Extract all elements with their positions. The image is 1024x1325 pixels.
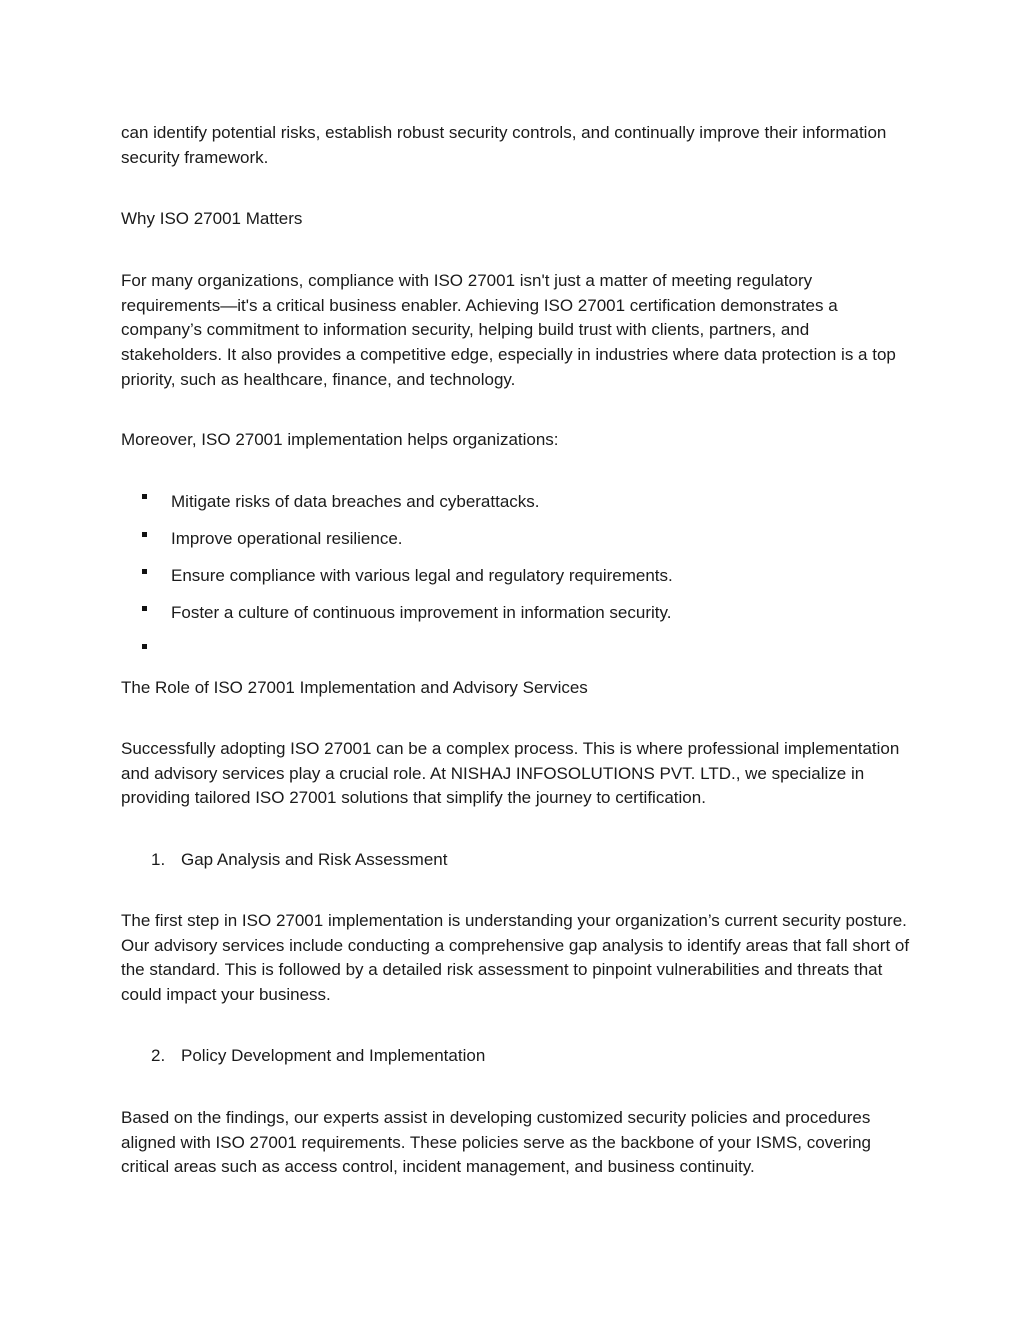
role-paragraph: Successfully adopting ISO 27001 can be a complex process. This is where professional implementation and advisory services play a crucial role. At NISHAJ INFOSOLUTIONS PVT. LTD., we specialize in providing tailored ISO 27001 solutions that simplify the journey to certification.	[121, 739, 900, 808]
why-iso-paragraph: For many organizations, compliance with ISO 27001 isn't just a matter of meeting regulatory requirements—it's a critical business enabler. Achieving ISO 27001 certification demonstrates a company’s commitment to information security, helping build trust with clients, partners, and stakeholders. It also provides a competitive edge, especially in industries where data protection is a top priority, such as healthcare, finance, and technology.	[121, 271, 896, 389]
list-item: Improve operational resilience.	[171, 529, 403, 548]
bullet-marker	[142, 569, 147, 574]
step2-number: 2.	[151, 1046, 166, 1065]
bullet-marker	[142, 644, 147, 649]
bullet-marker	[142, 494, 147, 499]
step2-paragraph: Based on the findings, our experts assist in developing customized security policies and procedures aligned with ISO 27001 requirements. These policies serve as the backbone of your ISMS, covering critical areas such as access control, incident management, and business continuity.	[121, 1108, 871, 1177]
list-item: Mitigate risks of data breaches and cyberattacks.	[171, 492, 540, 511]
step1-paragraph: The first step in ISO 27001 implementation is understanding your organization’s current security posture. Our advisory services include conducting a comprehensive gap analysis to identify areas that fall short of the standard. This is followed by a detailed risk assessment to pinpoint vulnerabilities and threats that could impact your business.	[121, 911, 910, 1005]
role-heading: The Role of ISO 27001 Implementation and Advisory Services	[121, 678, 588, 697]
list-item: Ensure compliance with various legal and regulatory requirements.	[171, 566, 673, 585]
bullet-marker	[142, 606, 147, 611]
intro-continuation-paragraph: can identify potential risks, establish robust security controls, and continually improve their information security framework.	[121, 123, 887, 167]
why-iso-heading: Why ISO 27001 Matters	[121, 209, 303, 228]
bullet-marker	[142, 532, 147, 537]
list-item: Foster a culture of continuous improvement in information security.	[171, 603, 672, 622]
step1-number: 1.	[151, 850, 166, 869]
step1-title: Gap Analysis and Risk Assessment	[181, 850, 448, 869]
step2-title: Policy Development and Implementation	[181, 1046, 486, 1065]
moreover-line: Moreover, ISO 27001 implementation helps organizations:	[121, 430, 559, 449]
